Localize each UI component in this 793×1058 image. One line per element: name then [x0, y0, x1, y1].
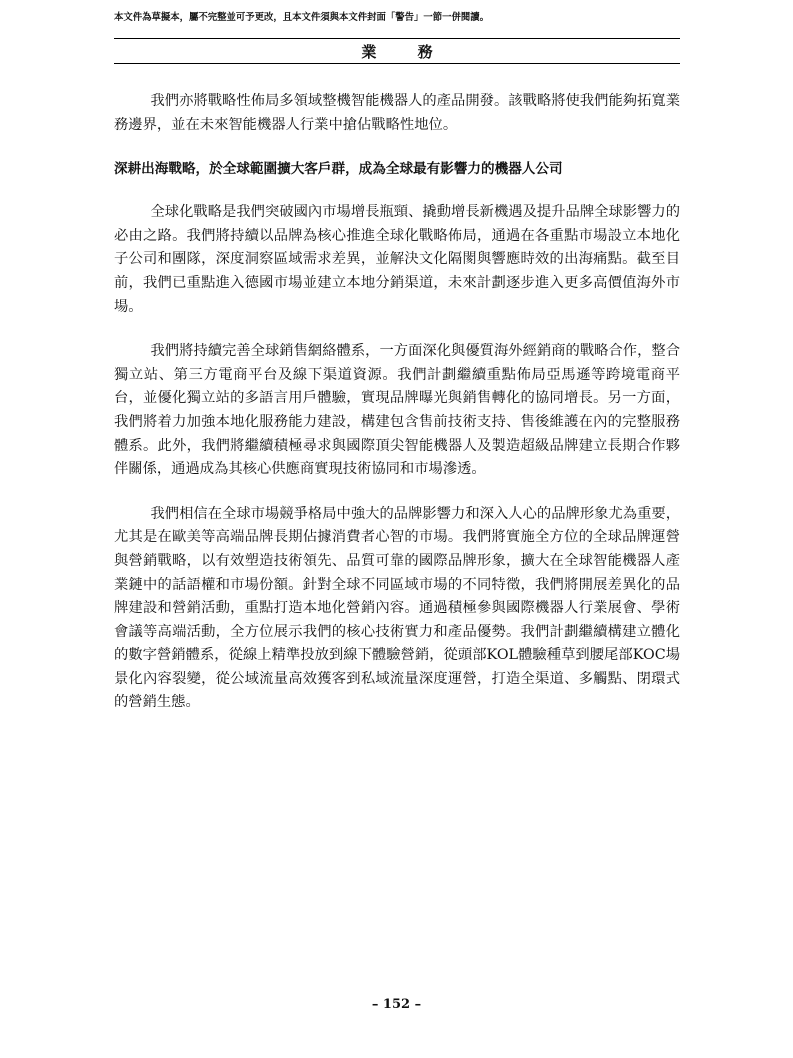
header-rule-top	[114, 38, 680, 39]
header-rule-bottom	[114, 63, 680, 64]
paragraph-brand-marketing: 我們相信在全球市場競爭格局中強大的品牌影響力和深入人心的品牌形象尤為重要，尤其是在歐美等高端品牌長期佔據消費者心智的市場。我們將實施全方位的全球品牌運營與營銷戰略，以有效塑造技術領先、品質可靠的國際品牌形象，擴大在全球智能機器人產業鏈中的話語權和市場份額。針對全球不同區域市場的不同特徵，我們將開展差異化的品牌建設和營銷活動，重點打造本地化營銷內容。通過積極參與國際機器人行業展會、學術會議等高端活動，全方位展示我們的核心技術實力和產品優勢。我們計劃繼續構建立體化的數字營銷體系，從線上精準投放到線下體驗營銷，從頭部KOL體驗種草到腰尾部KOC場景化內容裂變，從公域流量高效獲客到私域流量深度運營，打造全渠道、多觸點、閉環式的營銷生態。	[114, 505, 680, 711]
subsection-heading: 深耕出海戰略，於全球範圍擴大客戶群，成為全球最有影響力的機器人公司	[114, 161, 563, 178]
document-body	[114, 90, 680, 736]
page-number: – 152 –	[371, 997, 422, 1012]
section-title: 業 務	[361, 43, 451, 61]
draft-disclaimer: 本文件為草擬本，屬不完整並可予更改，且本文件須與本文件封面「警告」一節一併閱讀。	[114, 12, 490, 23]
paragraph-product-strategy: 我們亦將戰略性佈局多領域整機智能機器人的產品開發。該戰略將使我們能夠拓寬業務邊界，並在未來智能機器人行業中搶佔戰略性地位。	[114, 93, 680, 133]
paragraph-sales-network: 我們將持續完善全球銷售網絡體系，一方面深化與優質海外經銷商的戰略合作，整合獨立站、第三方電商平台及線下渠道資源。我們計劃繼續重點佈局亞馬遜等跨境電商平台，並優化獨立站的多語言用戶體驗，實現品牌曝光與銷售轉化的協同增長。另一方面，我們將着力加強本地化服務能力建設，構建包含售前技術支持、售後維護在內的完整服務體系。此外，我們將繼續積極尋求與國際頂尖智能機器人及製造超級品牌建立長期合作夥伴關係，通過成為其核心供應商實現技術協同和市場滲透。	[114, 343, 680, 478]
paragraph-globalization: 全球化戰略是我們突破國內市場增長瓶頸、撬動增長新機遇及提升品牌全球影響力的必由之路。我們將持續以品牌為核心推進全球化戰略佈局，通過在各重點市場設立本地化子公司和團隊，深度洞察區域需求差異，並解決文化隔閡與響應時效的出海痛點。截至目前，我們已重點進入德國市場並建立本地分銷渠道，未來計劃逐步進入更多高價值海外市場。	[114, 204, 680, 315]
